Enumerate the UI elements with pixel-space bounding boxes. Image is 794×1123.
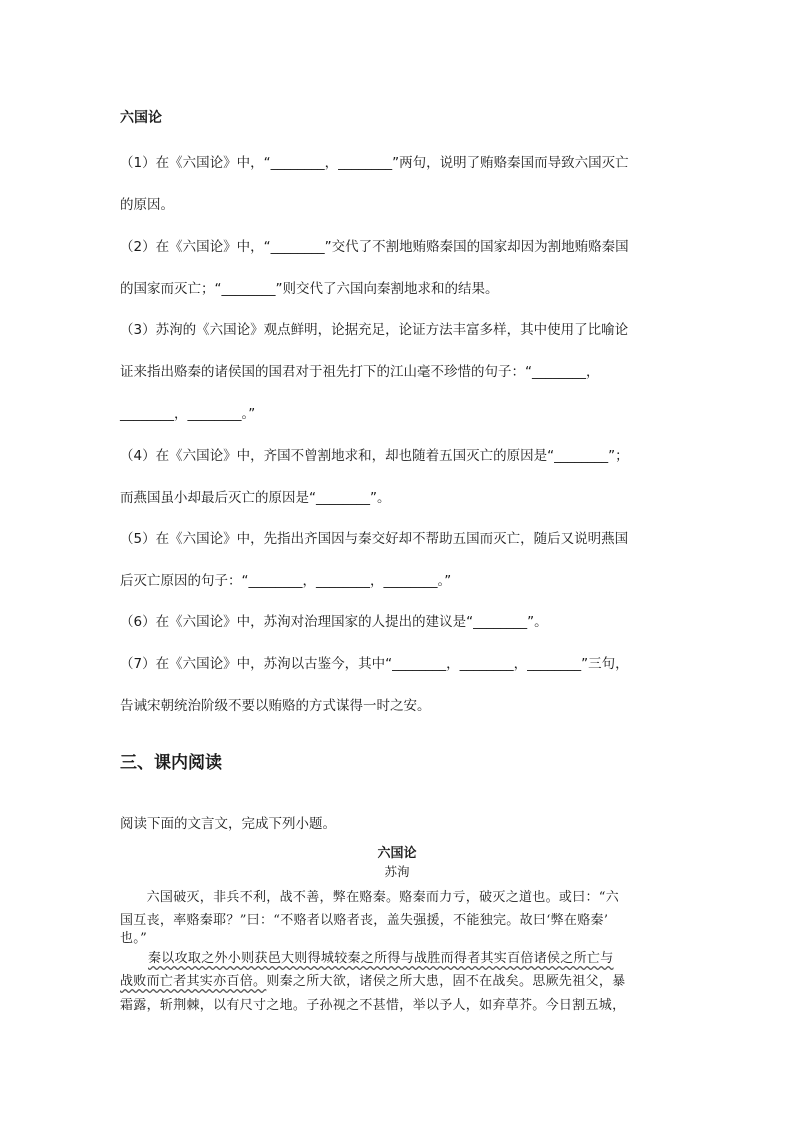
passage-line: 霜露，斩荆棘，以有尺寸之地。子孙视之不甚惜，举以予人，如弃草芥。今日割五城， xyxy=(120,998,626,1013)
question-3-line-2: 证来指出赂秦的诸侯国的国君对于祖先打下的江山毫不珍惜的句子：“________， xyxy=(120,364,600,380)
underlined-sentence: 战败而亡者其实亦百倍。 xyxy=(120,974,267,989)
passage-line-underlined xyxy=(120,947,680,966)
passage-line: 六国破灭，非兵不利，战不善，弊在赂秦。赂秦而力亏，破灭之道也。或曰：“六 xyxy=(120,890,620,905)
question-1-line-1: （1）在《六国论》中，“________，________”两句，说明了贿赂秦国而导致六国灭亡 xyxy=(120,155,629,171)
section-title: 六国论 xyxy=(120,110,162,126)
underlined-sentence: 秦以攻取之外小则获邑大则得城较秦之所得与战胜而得者其实百倍诸侯之所亡与 xyxy=(148,951,614,966)
question-2-line-2: 的国家而灭亡；“________”则交代了六国向秦割地求和的结果。 xyxy=(120,281,499,297)
part-title: 三、课内阅读 xyxy=(120,753,222,773)
question-6-line-1: （6）在《六国论》中，苏洵对治理国家的人提出的建议是“________”。 xyxy=(120,614,548,630)
passage-line: 也。” xyxy=(120,931,148,946)
question-7-line-1: （7）在《六国论》中，苏洵以古鉴今，其中“________，________，________”三句， xyxy=(120,656,629,672)
question-3-line-3: ________，________。” xyxy=(120,406,256,422)
question-4-line-1: （4）在《六国论》中，齐国不曾割地求和，却也随着五国灭亡的原因是“________”； xyxy=(120,448,629,464)
passage-line xyxy=(120,970,680,989)
passage-line: 国互丧，率赂秦耶？”曰：“不赂者以赂者丧，盖失强援，不能独完。故曰‘弊在赂秦’ xyxy=(120,913,609,928)
question-7-line-2: 告诫宋朝统治阶级不要以贿赂的方式谋得一时之安。 xyxy=(120,698,431,714)
passage-title: 六国论 xyxy=(377,846,417,861)
question-3-line-1: （3）苏洵的《六国论》观点鲜明，论据充足，论证方法丰富多样，其中使用了比喻论 xyxy=(120,322,629,338)
question-5-line-1: （5）在《六国论》中，先指出齐国因与秦交好却不帮助五国而灭亡，随后又说明燕国 xyxy=(120,531,629,547)
passage-author: 苏洵 xyxy=(384,864,410,879)
reading-instructions: 阅读下面的文言文，完成下列小题。 xyxy=(120,816,336,832)
question-2-line-1: （2）在《六国论》中，“________”交代了不割地贿赂秦国的国家却因为割地贿赂秦国 xyxy=(120,239,629,255)
question-4-line-2: 而燕国虽小却最后灭亡的原因是“________”。 xyxy=(120,490,391,506)
question-1-line-2: 的原因。 xyxy=(120,197,174,213)
passage-text: 则秦之所大欲，诸侯之所大患，固不在战矣。思厥先祖父，暴 xyxy=(266,974,626,989)
question-5-line-2: 后灭亡原因的句子：“________，________，________。” xyxy=(120,573,452,589)
